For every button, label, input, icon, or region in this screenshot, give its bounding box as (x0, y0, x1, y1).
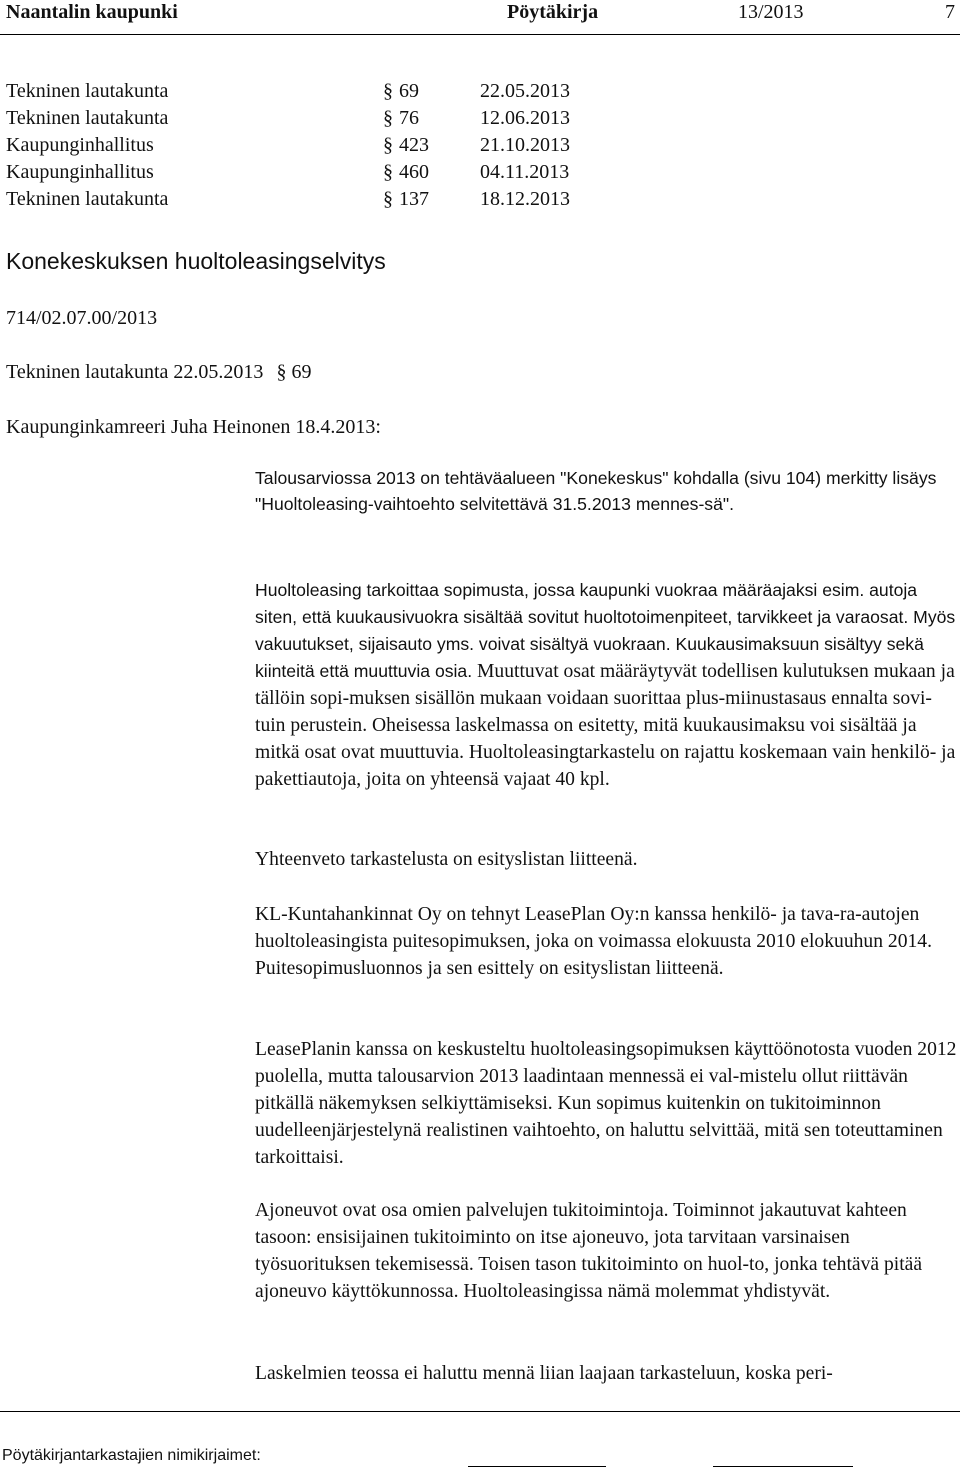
handling-history (0, 80, 700, 215)
history-number: 76 (399, 107, 419, 129)
header-divider (0, 34, 960, 35)
history-number: 423 (399, 134, 429, 156)
history-date: 21.10.2013 (480, 134, 570, 156)
history-row (0, 80, 700, 107)
paragraph-summary: Yhteenveto tarkastelusta on esityslistan liitteenä. (255, 849, 638, 870)
paragraph-definition (255, 577, 959, 793)
paragraph-framework-agreement: KL-Kuntahankinnat Oy on tehnyt LeasePlan Oy:n kanssa henkilö- ja tava-ra-autojen huoltoleasingista puitesopimuksen, joka on voimassa elokuusta 2010 elokuuhun 2014. Puitesopimusluonnos ja sen esittely on esityslistan liitteenä. (255, 904, 932, 979)
history-body: Kaupunginhallitus (6, 134, 154, 156)
paragraph-calculations: Laskelmien teossa ei haluttu mennä liian laajaan tarkasteluun, koska peri- (255, 1363, 833, 1384)
document-type: Pöytäkirja (507, 1, 599, 23)
history-number: 460 (399, 161, 429, 183)
page-title: Konekeskuksen huoltoleasingselvitys (6, 248, 386, 274)
meeting-number: 69 (291, 361, 312, 383)
history-row (0, 134, 700, 161)
history-date: 18.12.2013 (480, 188, 570, 210)
history-row (0, 107, 700, 134)
section-sign-icon: § (383, 134, 393, 156)
meeting-body-date: Tekninen lautakunta 22.05.2013 (6, 361, 264, 383)
organization-name: Naantalin kaupunki (6, 1, 178, 23)
document-number: 13/2013 (738, 1, 804, 23)
history-body: Tekninen lautakunta (6, 80, 169, 102)
paragraph-definition-part1: Huoltoleasing tarkoittaa sopimusta, jossa kaupunki vuokraa määräajaksi esim. autoja siten, että kuukausivuokra sisältää sovitut huoltotoimenpiteet, tarvikkeet ja varaosat. Myös vakuutukset, sijaisauto yms. voivat sisältyä vuokraan. Kuukausimaksuun sisältyy sekä kiinteitä että muuttuvia osia. (255, 580, 956, 681)
page-number: 7 (945, 1, 955, 23)
history-row (0, 161, 700, 188)
section-sign-icon: § (383, 188, 393, 210)
history-row (0, 188, 700, 215)
footer-initials-label: Pöytäkirjantarkastajien nimikirjaimet: (2, 1447, 261, 1464)
initials-line-1 (468, 1466, 606, 1467)
preparer-line: Kaupunginkamreeri Juha Heinonen 18.4.2013: (6, 416, 381, 438)
section-sign-icon: § (383, 161, 393, 183)
history-number: 69 (399, 80, 419, 102)
paragraph-vehicles: Ajoneuvot ovat osa omien palvelujen tukitoimintoja. Toiminnot jakautuvat kahteen tasoon: ensisijainen tukitoiminto on itse ajoneuvo, jota tarvitaan varsinaisen työsuorituksen tekemisessä. Toisen tason tukitoiminto on huol-to, jonka tehtävä pitää ajoneuvo käyttökunnossa. Huoltoleasingissa nämä molemmat yhdistyvät. (255, 1200, 923, 1302)
initials-line-2 (713, 1466, 853, 1467)
meeting-line (6, 361, 311, 384)
page-header (0, 0, 960, 34)
section-sign-icon: § (383, 80, 393, 102)
section-sign-icon: § (383, 107, 393, 129)
paragraph-leaseplan: LeasePlanin kanssa on keskusteltu huoltoleasingsopimuksen käyttöönotosta vuoden 2012 puolella, mutta talousarvion 2013 laadintaan mennessä ei val-mistelu ollut riittävän pitkällä näkemyksen selkiyttämiseksi. Kun sopimus kuitenkin on tukitoiminnon uudelleenjärjestelynä realistinen vaihtoehto, on haluttu selvittää, mitä sen toteuttaminen tarkoittaisi. (255, 1039, 957, 1168)
history-number: 137 (399, 188, 429, 210)
history-date: 12.06.2013 (480, 107, 570, 129)
history-body: Tekninen lautakunta (6, 188, 169, 210)
diary-number: 714/02.07.00/2013 (6, 307, 158, 329)
history-body: Tekninen lautakunta (6, 107, 169, 129)
budget-quote: Talousarviossa 2013 on tehtäväalueen "Konekeskus" kohdalla (sivu 104) merkitty lisäys "Huoltoleasing-vaihtoehto selvitettävä 31.5.2013 mennes-sä". (255, 468, 937, 514)
history-date: 22.05.2013 (480, 80, 570, 102)
history-body: Kaupunginhallitus (6, 161, 154, 183)
footer-divider (0, 1411, 960, 1412)
paragraph-definition-part2: Muuttuvat osat määräytyvät todellisen kulutuksen mukaan ja tällöin sopi-muksen sisällön mukaan voidaan suorittaa plus-miinustasaus ennalta sovi-tuin perustein. Oheisessa laskelmassa on esitetty, mitä kuukausimaksu voi sisältää ja mitkä osat ovat muuttuvia. Huoltoleasingtarkastelu on rajattu koskemaan vain henkilö- ja pakettiautoja, joita on yhteensä vajaat 40 kpl. (255, 661, 956, 790)
section-sign-icon: § (276, 361, 287, 383)
history-date: 04.11.2013 (480, 161, 570, 183)
